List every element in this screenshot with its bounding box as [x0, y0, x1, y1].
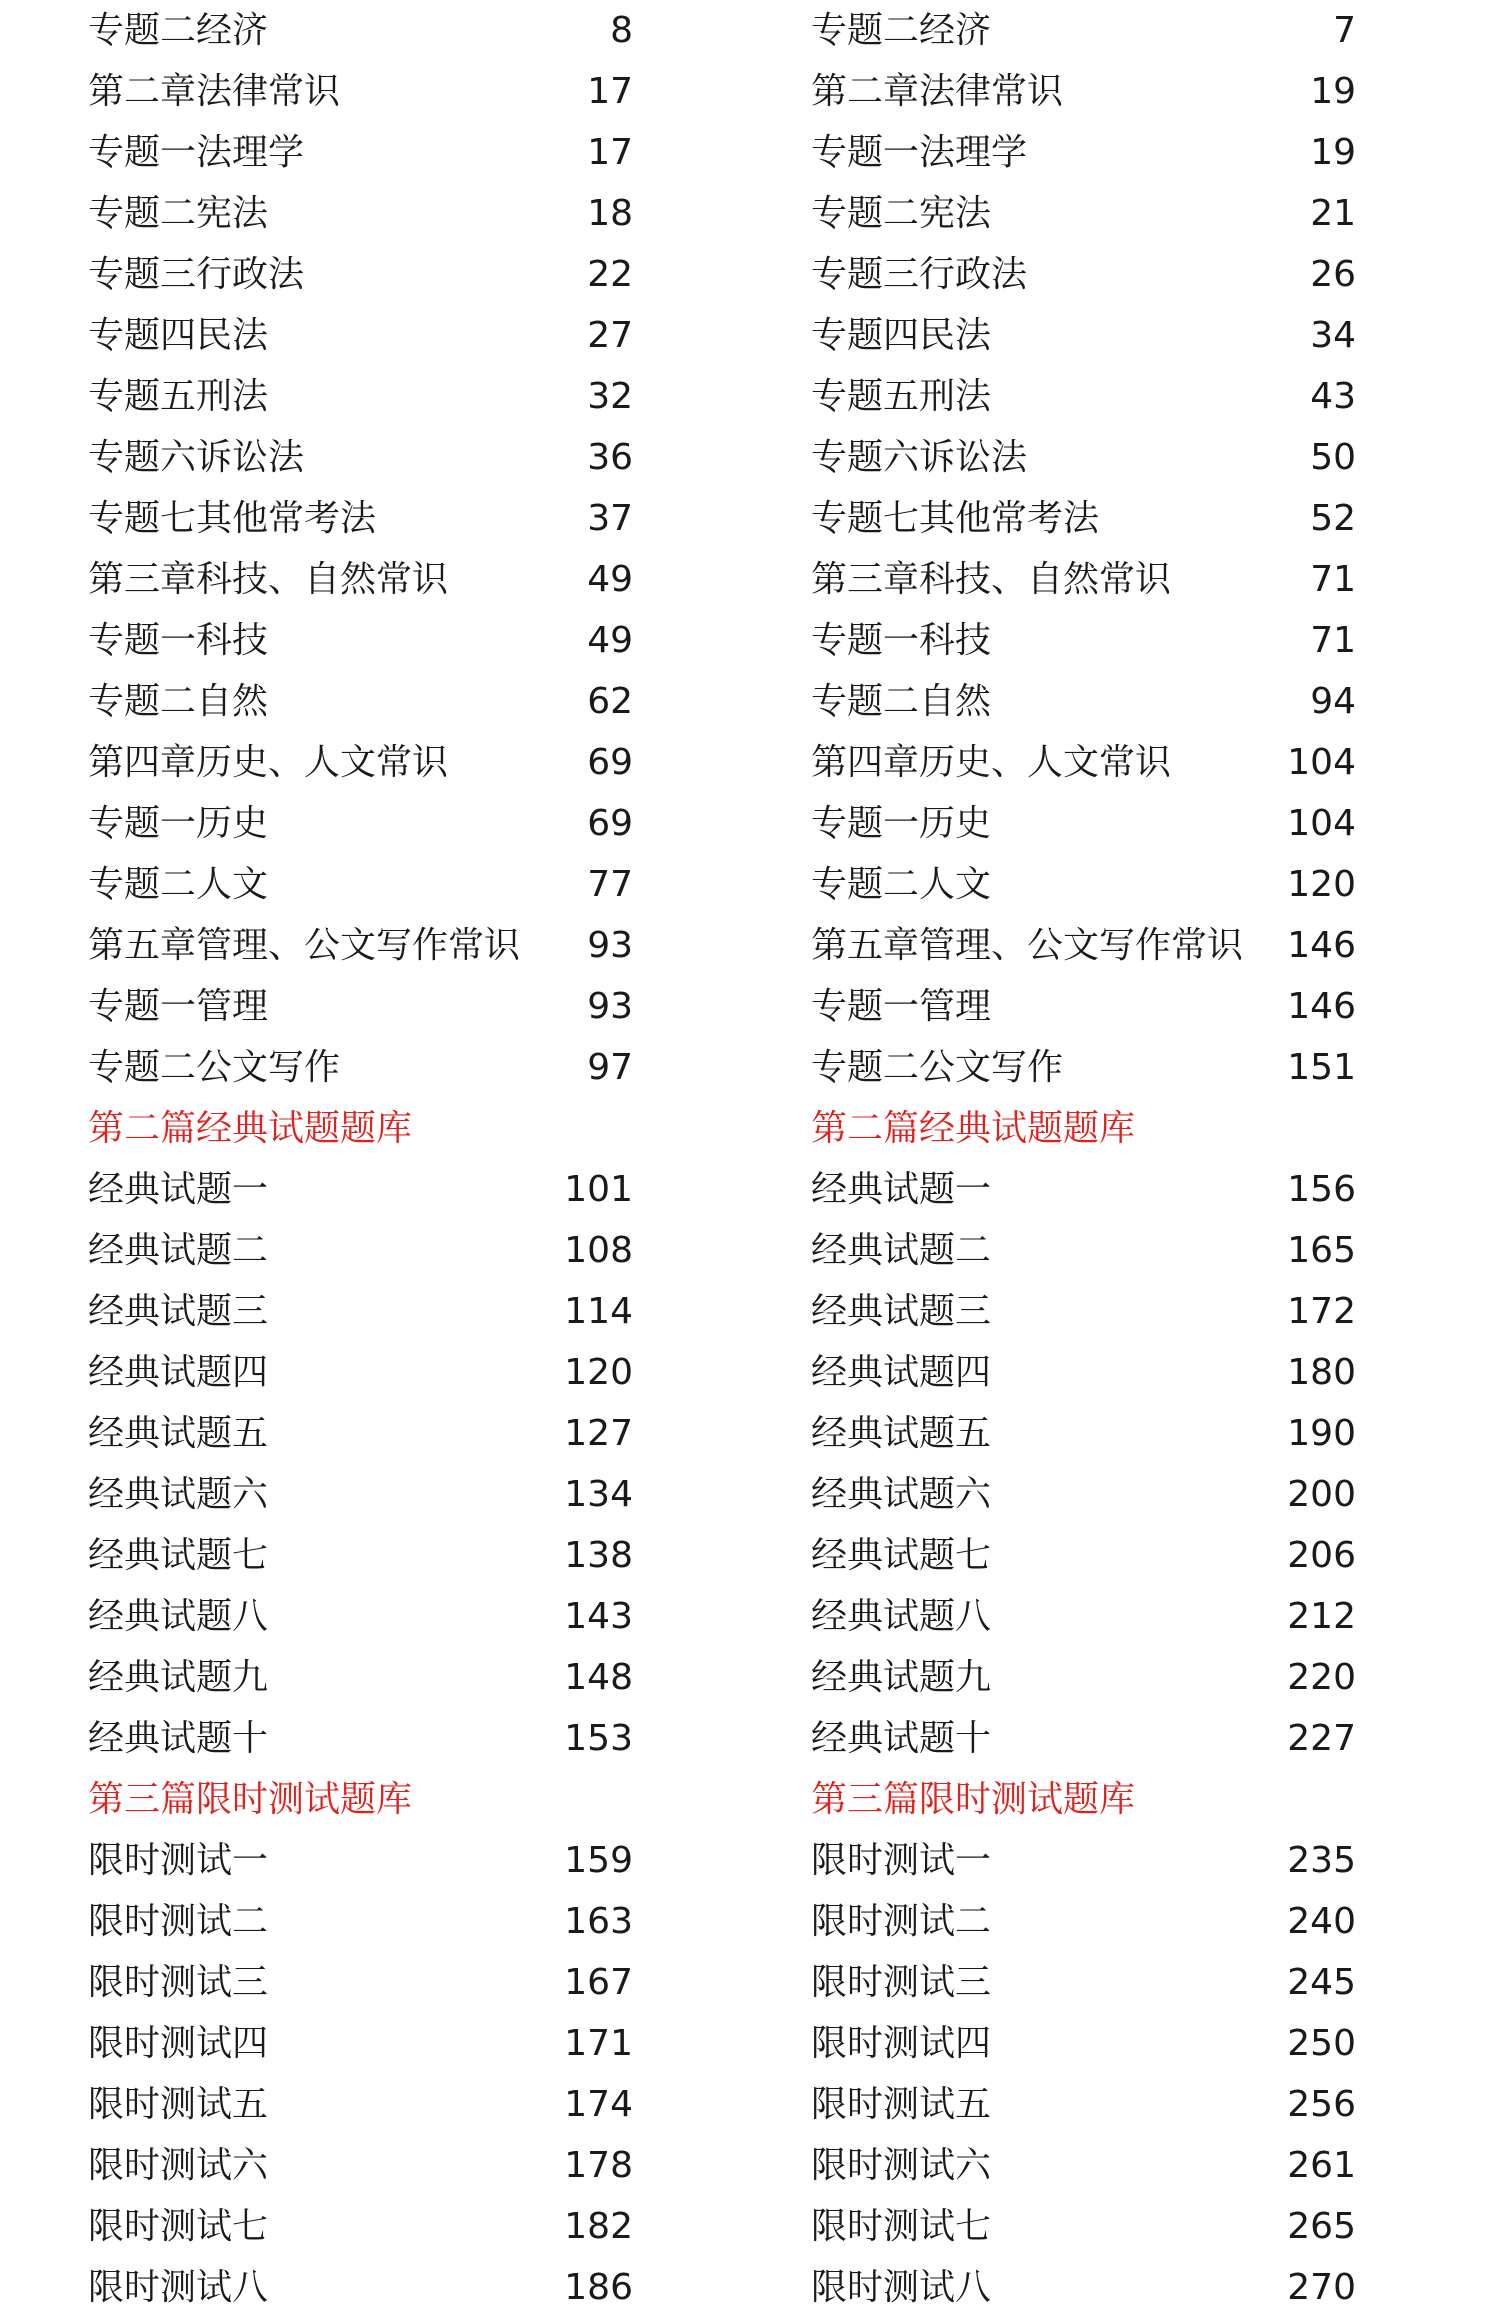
- toc-entry: [88, 854, 633, 915]
- toc-entry: [88, 671, 633, 732]
- toc-entry-title: 限时测试六: [88, 2145, 269, 2186]
- toc-entry-title: 经典试题九: [88, 1657, 269, 1698]
- toc-entry: [811, 1830, 1356, 1891]
- toc-entry-page-number: 167: [564, 1962, 633, 2003]
- toc-entry-page-number: 182: [564, 2206, 633, 2247]
- toc-entry: [811, 2196, 1356, 2257]
- toc-entry-page-number: 114: [564, 1291, 633, 1332]
- toc-entry-page-number: 8: [610, 10, 633, 51]
- toc-entry-title: 经典试题十: [811, 1718, 992, 1759]
- toc-entry-page-number: 93: [587, 925, 633, 966]
- toc-entry-title: 限时测试一: [88, 1840, 269, 1881]
- toc-entry-title: 专题一科技: [88, 620, 269, 661]
- toc-entry: [88, 976, 633, 1037]
- toc-entry: [88, 2074, 633, 2135]
- toc-entry-title: 专题二人文: [811, 864, 992, 905]
- toc-entry-title: 经典试题四: [811, 1352, 992, 1393]
- toc-entry-title: 第三章科技、自然常识: [811, 559, 1172, 600]
- toc-entry-page-number: 151: [1287, 1047, 1356, 1088]
- toc-entry-page-number: 270: [1287, 2267, 1356, 2308]
- toc-entry-title: 专题三行政法: [88, 254, 305, 295]
- toc-entry-title: 经典试题七: [88, 1535, 269, 1576]
- toc-entry-page-number: 180: [1287, 1352, 1356, 1393]
- toc-entry: [88, 305, 633, 366]
- toc-entry: [811, 488, 1356, 549]
- toc-entry-title: 限时测试七: [88, 2206, 269, 2247]
- toc-entry-page-number: 22: [587, 254, 633, 295]
- toc-entry-title: 限时测试三: [88, 1962, 269, 2003]
- toc-entry-page-number: 178: [564, 2145, 633, 2186]
- toc-entry: [811, 2013, 1356, 2074]
- toc-entry-page-number: 71: [1310, 620, 1356, 661]
- toc-entry: [811, 61, 1356, 122]
- toc-entry: [811, 732, 1356, 793]
- toc-entry-page-number: 186: [564, 2267, 633, 2308]
- toc-entry-page-number: 19: [1310, 71, 1356, 112]
- toc-entry-title: 限时测试八: [811, 2267, 992, 2308]
- toc-entry-page-number: 62: [587, 681, 633, 722]
- toc-entry-title: 限时测试四: [811, 2023, 992, 2064]
- toc-entry: [811, 1403, 1356, 1464]
- toc-entry-title: 经典试题八: [88, 1596, 269, 1637]
- toc-entry-title: 专题一历史: [88, 803, 269, 844]
- toc-entry: [88, 1647, 633, 1708]
- toc-entry: [811, 2257, 1356, 2318]
- toc-column-left: [88, 0, 633, 2318]
- toc-entry-page-number: 227: [1287, 1718, 1356, 1759]
- toc-entry-page-number: 172: [1287, 1291, 1356, 1332]
- toc-entry-page-number: 32: [587, 376, 633, 417]
- toc-entry-page-number: 146: [1287, 986, 1356, 1027]
- toc-entry-page-number: 120: [564, 1352, 633, 1393]
- toc-entry-title: 第二篇经典试题题库: [88, 1108, 413, 1149]
- toc-entry: [88, 366, 633, 427]
- toc-entry: [811, 854, 1356, 915]
- toc-entry-title: 限时测试五: [88, 2084, 269, 2125]
- toc-entry-page-number: 143: [564, 1596, 633, 1637]
- toc-entry-title: 专题六诉讼法: [88, 437, 305, 478]
- toc-entry: [88, 915, 633, 976]
- toc-entry-title: 专题六诉讼法: [811, 437, 1028, 478]
- toc-entry: [88, 183, 633, 244]
- toc-entry: [811, 183, 1356, 244]
- toc-entry: [811, 976, 1356, 1037]
- toc-entry-title: 专题一管理: [811, 986, 992, 1027]
- toc-entry-page-number: 245: [1287, 1962, 1356, 2003]
- toc-entry-title: 第二篇经典试题题库: [811, 1108, 1136, 1149]
- toc-entry: [88, 1464, 633, 1525]
- toc-entry-page-number: 34: [1310, 315, 1356, 356]
- toc-entry-title: 第二章法律常识: [88, 71, 341, 112]
- toc-entry-page-number: 261: [1287, 2145, 1356, 2186]
- toc-entry: [811, 671, 1356, 732]
- toc-entry-page-number: 69: [587, 742, 633, 783]
- toc-entry: [88, 1891, 633, 1952]
- toc-entry: [88, 61, 633, 122]
- toc-section-heading: [88, 1098, 633, 1159]
- toc-entry-page-number: 37: [587, 498, 633, 539]
- toc-entry-page-number: 50: [1310, 437, 1356, 478]
- toc-entry-page-number: 206: [1287, 1535, 1356, 1576]
- toc-entry-page-number: 138: [564, 1535, 633, 1576]
- toc-entry-title: 限时测试三: [811, 1962, 992, 2003]
- toc-entry-title: 专题二自然: [88, 681, 269, 722]
- toc-entry-page-number: 36: [587, 437, 633, 478]
- toc-entry: [811, 549, 1356, 610]
- toc-entry-title: 经典试题四: [88, 1352, 269, 1393]
- toc-entry-title: 经典试题二: [88, 1230, 269, 1271]
- toc-entry: [811, 1037, 1356, 1098]
- toc-entry: [811, 1952, 1356, 2013]
- toc-entry: [811, 2074, 1356, 2135]
- toc-entry: [88, 2135, 633, 2196]
- toc-entry-title: 专题一科技: [811, 620, 992, 661]
- toc-section-heading: [88, 1769, 633, 1830]
- toc-entry: [811, 915, 1356, 976]
- toc-entry: [88, 1952, 633, 2013]
- toc-entry-title: 专题五刑法: [88, 376, 269, 417]
- toc-entry-page-number: 165: [1287, 1230, 1356, 1271]
- toc-entry-title: 经典试题七: [811, 1535, 992, 1576]
- toc-entry-title: 限时测试二: [811, 1901, 992, 1942]
- toc-entry-title: 经典试题二: [811, 1230, 992, 1271]
- toc-entry-title: 经典试题八: [811, 1596, 992, 1637]
- toc-entry-page-number: 240: [1287, 1901, 1356, 1942]
- toc-entry-title: 专题一管理: [88, 986, 269, 1027]
- toc-entry: [88, 732, 633, 793]
- toc-entry-title: 限时测试一: [811, 1840, 992, 1881]
- toc-entry: [811, 427, 1356, 488]
- toc-entry-title: 第五章管理、公文写作常识: [811, 925, 1244, 966]
- toc-entry-page-number: 49: [587, 620, 633, 661]
- toc-entry-page-number: 17: [587, 71, 633, 112]
- toc-entry: [811, 1586, 1356, 1647]
- toc-entry-page-number: 18: [587, 193, 633, 234]
- toc-entry-page-number: 101: [564, 1169, 633, 1210]
- toc-entry-page-number: 52: [1310, 498, 1356, 539]
- toc-entry: [88, 1830, 633, 1891]
- toc-entry: [88, 793, 633, 854]
- toc-entry-page-number: 71: [1310, 559, 1356, 600]
- toc-entry: [88, 610, 633, 671]
- toc-entry-title: 专题五刑法: [811, 376, 992, 417]
- toc-entry: [88, 1220, 633, 1281]
- toc-entry-page-number: 17: [587, 132, 633, 173]
- toc-entry-page-number: 146: [1287, 925, 1356, 966]
- toc-entry-page-number: 134: [564, 1474, 633, 1515]
- toc-entry-page-number: 174: [564, 2084, 633, 2125]
- toc-entry: [88, 1403, 633, 1464]
- toc-entry: [88, 2013, 633, 2074]
- toc-entry-page-number: 235: [1287, 1840, 1356, 1881]
- toc-entry-title: 限时测试八: [88, 2267, 269, 2308]
- toc-entry-title: 限时测试六: [811, 2145, 992, 2186]
- toc-entry: [88, 0, 633, 61]
- toc-entry: [811, 1525, 1356, 1586]
- toc-entry-title: 专题三行政法: [811, 254, 1028, 295]
- toc-entry: [811, 1342, 1356, 1403]
- toc-entry-page-number: 190: [1287, 1413, 1356, 1454]
- toc-entry: [88, 2257, 633, 2318]
- toc-entry: [811, 2135, 1356, 2196]
- toc-entry-page-number: 156: [1287, 1169, 1356, 1210]
- toc-entry-page-number: 250: [1287, 2023, 1356, 2064]
- toc-entry-page-number: 21: [1310, 193, 1356, 234]
- toc-entry-title: 经典试题三: [811, 1291, 992, 1332]
- toc-entry: [811, 1647, 1356, 1708]
- toc-entry: [88, 1037, 633, 1098]
- toc-entry-title: 经典试题十: [88, 1718, 269, 1759]
- toc-entry: [811, 1708, 1356, 1769]
- toc-entry-page-number: 153: [564, 1718, 633, 1759]
- toc-entry-title: 经典试题一: [88, 1169, 269, 1210]
- toc-entry: [811, 1891, 1356, 1952]
- toc-entry-page-number: 256: [1287, 2084, 1356, 2125]
- toc-entry: [811, 1159, 1356, 1220]
- toc-column-right: [811, 0, 1356, 2318]
- toc-entry: [811, 244, 1356, 305]
- toc-entry-page-number: 120: [1287, 864, 1356, 905]
- toc-entry-title: 专题七其他常考法: [88, 498, 377, 539]
- toc-entry-page-number: 265: [1287, 2206, 1356, 2247]
- toc-entry-page-number: 69: [587, 803, 633, 844]
- toc-entry: [88, 1342, 633, 1403]
- toc-entry-title: 专题四民法: [88, 315, 269, 356]
- toc-entry-page-number: 220: [1287, 1657, 1356, 1698]
- toc-entry-title: 限时测试五: [811, 2084, 992, 2125]
- toc-entry-page-number: 94: [1310, 681, 1356, 722]
- toc-entry: [88, 244, 633, 305]
- toc-entry: [811, 610, 1356, 671]
- toc-entry-title: 第三章科技、自然常识: [88, 559, 449, 600]
- toc-section-heading: [811, 1098, 1356, 1159]
- toc-entry-title: 经典试题六: [88, 1474, 269, 1515]
- toc-entry: [811, 305, 1356, 366]
- toc-section-heading: [811, 1769, 1356, 1830]
- toc-entry-title: 专题一法理学: [88, 132, 305, 173]
- toc-entry-page-number: 104: [1287, 803, 1356, 844]
- toc-entry-title: 经典试题五: [88, 1413, 269, 1454]
- toc-entry-page-number: 26: [1310, 254, 1356, 295]
- toc-entry-page-number: 43: [1310, 376, 1356, 417]
- toc-entry: [88, 427, 633, 488]
- toc-entry: [88, 1708, 633, 1769]
- toc-entry-page-number: 7: [1333, 10, 1356, 51]
- toc-entry-page-number: 159: [564, 1840, 633, 1881]
- toc-entry-page-number: 27: [587, 315, 633, 356]
- toc-entry-page-number: 171: [564, 2023, 633, 2064]
- toc-entry-page-number: 148: [564, 1657, 633, 1698]
- toc-entry-page-number: 49: [587, 559, 633, 600]
- toc-entry-title: 专题七其他常考法: [811, 498, 1100, 539]
- toc-entry-title: 专题二自然: [811, 681, 992, 722]
- toc-entry-title: 第二章法律常识: [811, 71, 1064, 112]
- toc-entry-title: 专题四民法: [811, 315, 992, 356]
- toc-entry-title: 专题二宪法: [88, 193, 269, 234]
- toc-entry-page-number: 212: [1287, 1596, 1356, 1637]
- toc-entry: [811, 1220, 1356, 1281]
- toc-entry-title: 第四章历史、人文常识: [88, 742, 449, 783]
- toc-entry-title: 经典试题九: [811, 1657, 992, 1698]
- toc-entry-title: 专题二公文写作: [811, 1047, 1064, 1088]
- toc-entry-page-number: 108: [564, 1230, 633, 1271]
- toc-entry: [88, 1586, 633, 1647]
- toc-entry: [88, 2196, 633, 2257]
- toc-entry: [88, 549, 633, 610]
- toc-entry-title: 专题二人文: [88, 864, 269, 905]
- toc-entry: [811, 1464, 1356, 1525]
- toc-entry: [811, 1281, 1356, 1342]
- toc-entry: [811, 0, 1356, 61]
- toc-entry: [811, 793, 1356, 854]
- toc-entry-title: 限时测试二: [88, 1901, 269, 1942]
- toc-entry-title: 专题一法理学: [811, 132, 1028, 173]
- toc-entry-page-number: 163: [564, 1901, 633, 1942]
- toc-entry-title: 限时测试四: [88, 2023, 269, 2064]
- toc-entry-page-number: 127: [564, 1413, 633, 1454]
- toc-entry-title: 经典试题三: [88, 1291, 269, 1332]
- toc-entry-title: 专题一历史: [811, 803, 992, 844]
- toc-entry-page-number: 93: [587, 986, 633, 1027]
- toc-entry: [88, 1525, 633, 1586]
- toc-entry-page-number: 77: [587, 864, 633, 905]
- toc-entry-title: 专题二公文写作: [88, 1047, 341, 1088]
- toc-entry-title: 第三篇限时测试题库: [811, 1779, 1136, 1820]
- toc-entry-title: 专题二宪法: [811, 193, 992, 234]
- toc-entry-title: 第四章历史、人文常识: [811, 742, 1172, 783]
- toc-entry: [88, 488, 633, 549]
- toc-entry-title: 经典试题六: [811, 1474, 992, 1515]
- toc-entry: [811, 366, 1356, 427]
- toc-entry-page-number: 97: [587, 1047, 633, 1088]
- toc-entry-title: 专题二经济: [88, 10, 269, 51]
- toc-entry-page-number: 200: [1287, 1474, 1356, 1515]
- toc-entry: [811, 122, 1356, 183]
- toc-entry-page-number: 19: [1310, 132, 1356, 173]
- toc-entry-title: 经典试题一: [811, 1169, 992, 1210]
- toc-entry-page-number: 104: [1287, 742, 1356, 783]
- toc-entry: [88, 122, 633, 183]
- toc-entry: [88, 1159, 633, 1220]
- toc-entry-title: 第三篇限时测试题库: [88, 1779, 413, 1820]
- toc-entry-title: 限时测试七: [811, 2206, 992, 2247]
- toc-entry-title: 第五章管理、公文写作常识: [88, 925, 521, 966]
- toc-entry: [88, 1281, 633, 1342]
- toc-entry-title: 经典试题五: [811, 1413, 992, 1454]
- toc-entry-title: 专题二经济: [811, 10, 992, 51]
